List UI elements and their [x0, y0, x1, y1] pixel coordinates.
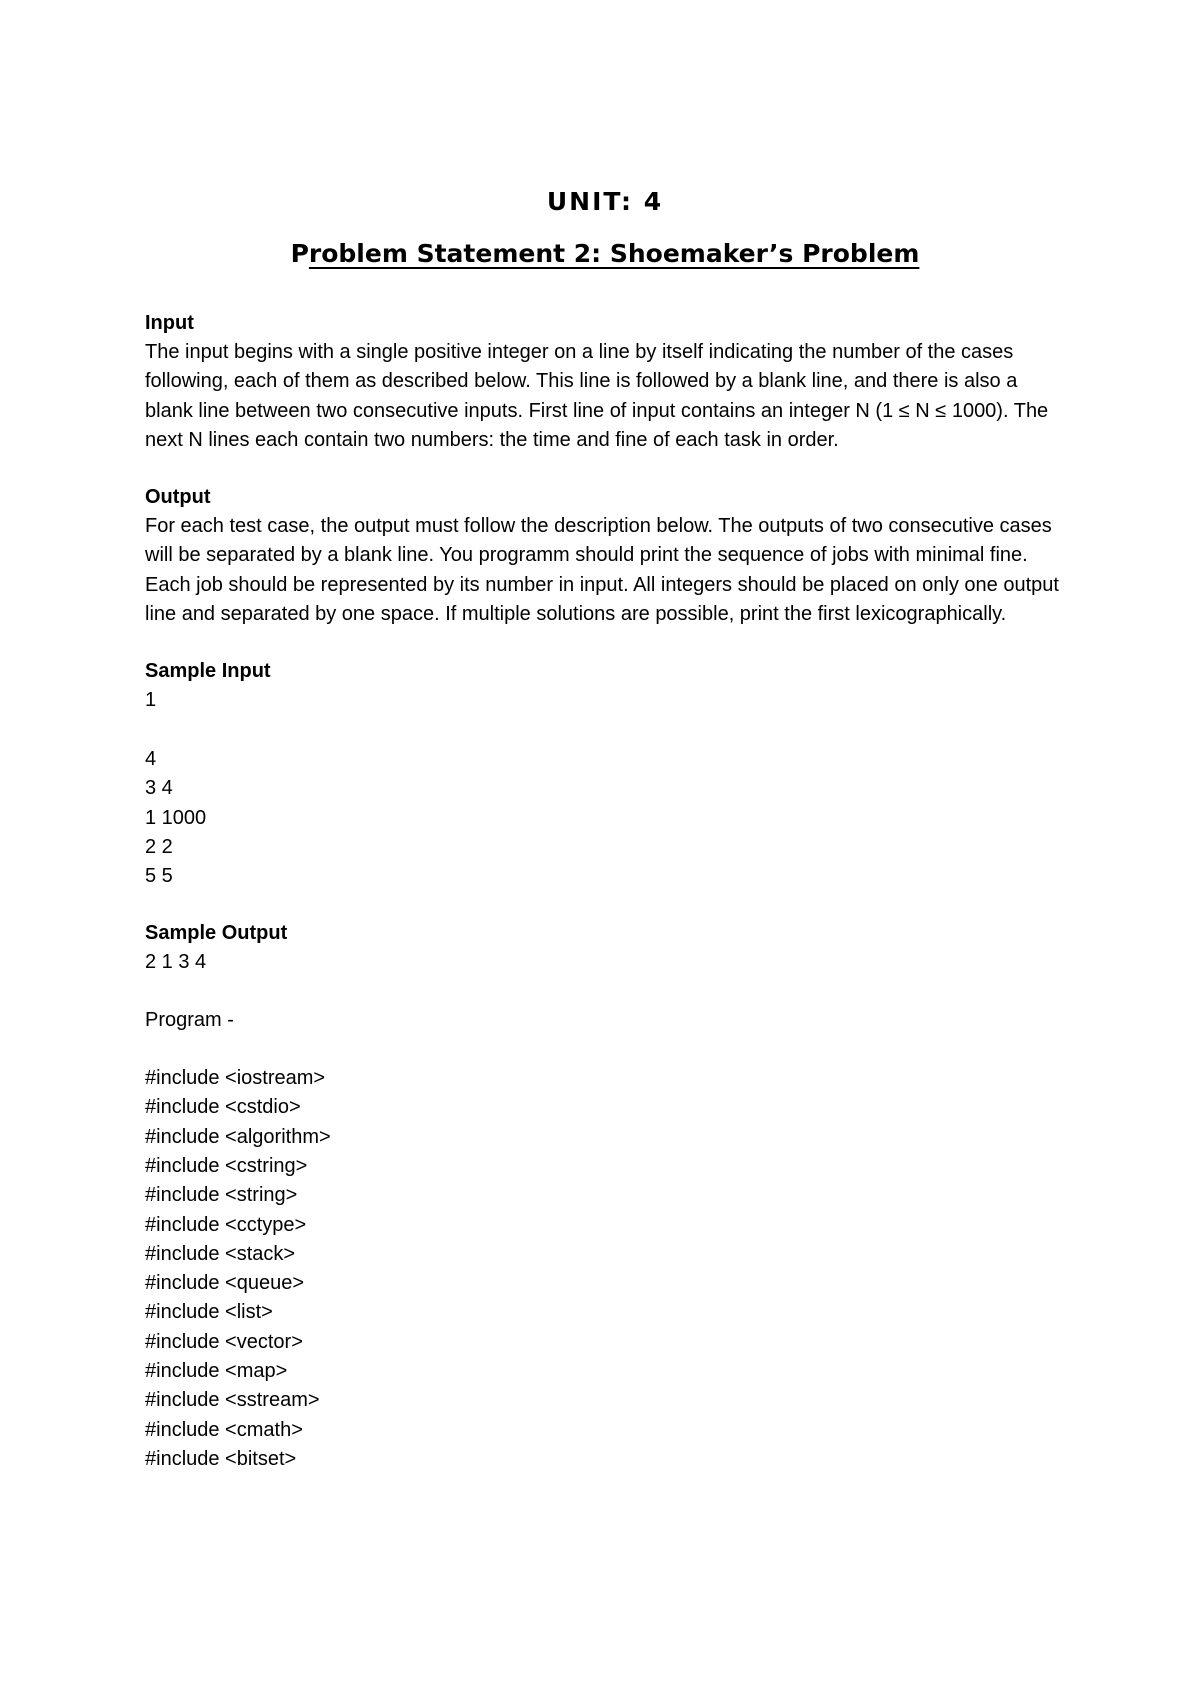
code-line: #include <bitset>	[145, 1447, 297, 1470]
code-line: #include <iostream>	[145, 1067, 326, 1090]
code-line: #include <cstring>	[145, 1154, 308, 1177]
code-line: #include <list>	[145, 1301, 273, 1324]
sample-input-line: 4	[145, 747, 157, 770]
sample-output-line: 2 1 3 4	[145, 951, 207, 974]
output-heading: Output	[145, 486, 211, 509]
code-line: #include <algorithm>	[145, 1125, 331, 1148]
code-line: #include <cctype>	[145, 1213, 307, 1236]
sample-input-heading: Sample Input	[145, 660, 271, 683]
sample-input-line: 5 5	[145, 865, 173, 888]
sample-input-section	[145, 657, 1065, 891]
output-text: For each test case, the output must follow the description below. The outputs of two consecutive cases will be separated by a blank line. You programm should print the sequence of jobs with minimal fine. Each job should be represented by its number in input. All integers should be placed on only one output line and separated by one space. If multiple solutions are possible, print the first lexicographically.	[145, 515, 1059, 626]
sample-input-line: 2 2	[145, 835, 173, 858]
input-text: The input begins with a single positive integer on a line by itself indicating the number of the cases following, each of them as described below. This line is followed by a blank line, and there is also a blank line between two consecutive inputs. First line of input contains an integer N (1 ≤ N ≤ 1000). The next N lines each contain two numbers: the time and fine of each task in order.	[145, 341, 1049, 451]
input-heading: Input	[145, 312, 194, 334]
code-line: #include <cmath>	[145, 1418, 303, 1441]
code-line: #include <map>	[145, 1360, 288, 1383]
code-line: #include <cstdio>	[145, 1096, 301, 1119]
sample-input-line: 1 1000	[145, 806, 207, 829]
sample-output-heading: Sample Output	[145, 922, 288, 945]
code-line: #include <string>	[145, 1184, 298, 1207]
sample-output-section	[145, 919, 1065, 977]
code-line: #include <sstream>	[145, 1389, 320, 1412]
sample-input-line	[145, 716, 1065, 745]
problem-title	[145, 237, 1065, 271]
problem-title-prefix: P	[290, 239, 309, 268]
program-label: Program -	[145, 1008, 234, 1031]
output-section	[145, 483, 1065, 629]
input-section	[145, 309, 1065, 455]
code-line: #include <queue>	[145, 1272, 305, 1295]
code-line: #include <stack>	[145, 1242, 296, 1265]
problem-title-rest: roblem Statement 2: Shoemaker’s Problem	[308, 239, 920, 268]
document-page	[145, 185, 1065, 1474]
sample-input-line: 3 4	[145, 777, 173, 800]
code-line: #include <vector>	[145, 1330, 303, 1353]
sample-input-line: 1	[145, 689, 157, 712]
unit-title: UNIT: 4	[546, 187, 664, 216]
code-block	[145, 1064, 1065, 1474]
